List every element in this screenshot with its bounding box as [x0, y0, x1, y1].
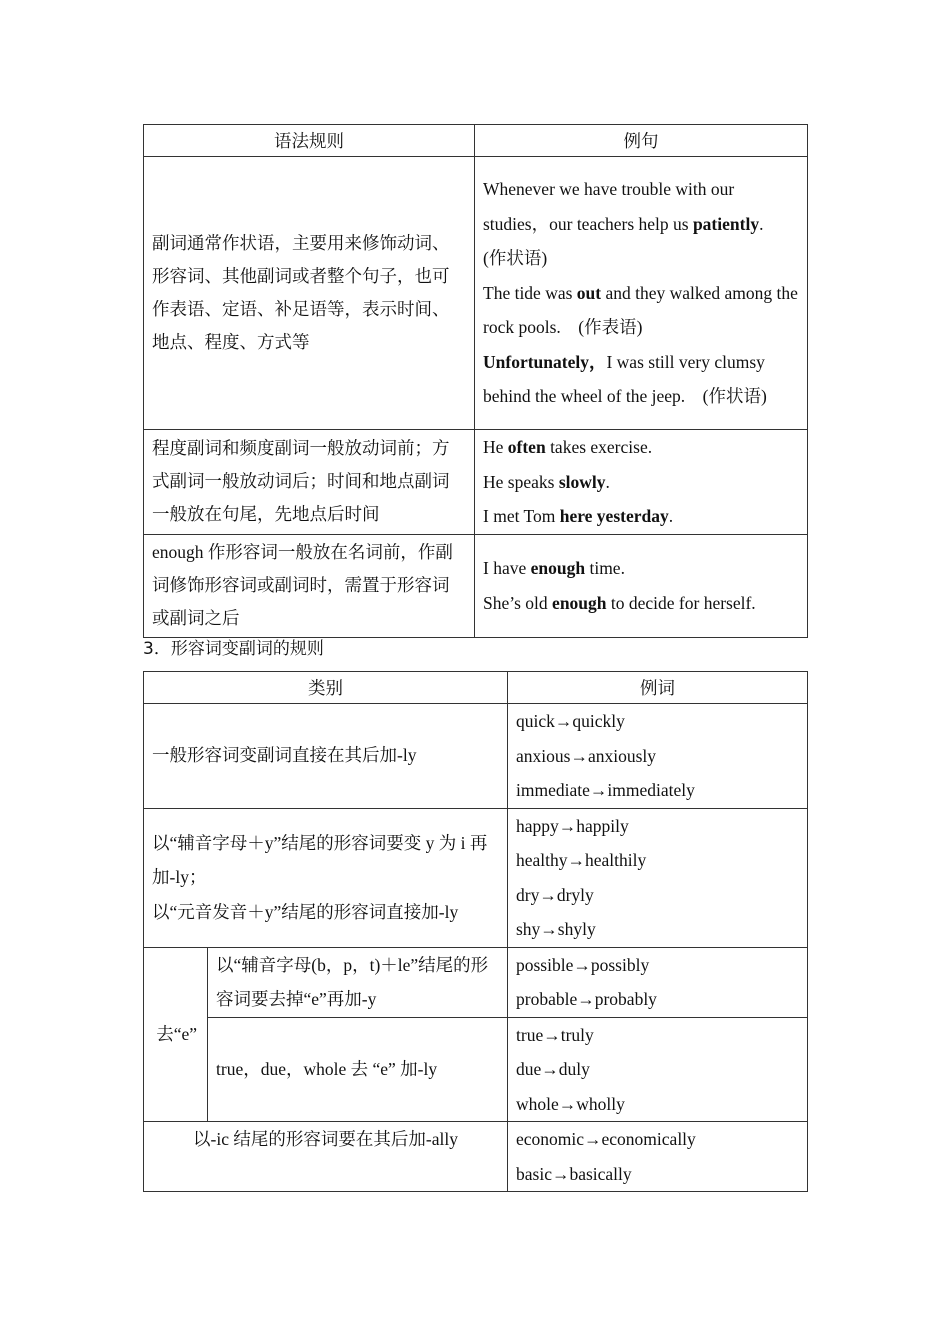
example-word: whole→wholly [516, 1093, 625, 1114]
bold-fragment: often [507, 437, 546, 457]
example-word: true→truly [516, 1024, 594, 1045]
section-heading: 3．形容词变副词的规则 [143, 639, 324, 659]
table-row [144, 1122, 808, 1192]
example-word: quick→quickly [516, 711, 625, 731]
text-fragment: Whenever we have trouble with our studies，our teachers help us [483, 179, 735, 234]
example-word: probable→probably [516, 989, 657, 1009]
example-sentence [483, 345, 799, 414]
text-fragment: . [668, 506, 674, 526]
rule-cell [144, 808, 508, 947]
text-fragment: He speaks [483, 471, 559, 492]
text-fragment: and they walked among the rock pools. (作表语) [483, 282, 798, 338]
example-sentence [483, 172, 799, 276]
rule-line: 以“元音发音＋y”结尾的形容词直接加-ly [152, 901, 459, 922]
table-row [144, 947, 808, 1017]
rule-cell: 副词通常作状语，主要用来修饰动词、形容词、其他副词或者整个句子，也可作表语、定语、补足语等，表示时间、地点、程度、方式等 [144, 157, 475, 430]
adjective-to-adverb-table [143, 671, 808, 1192]
table-header-row [144, 672, 808, 704]
rule-cell: 一般形容词变副词直接在其后加-ly [144, 704, 508, 809]
text-fragment: . [605, 471, 610, 492]
example-word: due→duly [516, 1059, 590, 1079]
text-fragment: . (作状语) [483, 213, 781, 269]
bold-fragment: out [576, 282, 602, 303]
example-words-cell [508, 947, 808, 1017]
header-example-words: 例词 [508, 672, 808, 704]
header-rule: 语法规则 [144, 125, 475, 157]
example-sentence [483, 430, 799, 465]
example-sentence [483, 551, 799, 586]
example-cell [475, 157, 808, 430]
text-fragment: I have [483, 558, 531, 578]
bold-fragment: enough [552, 592, 607, 613]
example-word: possible→possibly [516, 954, 650, 975]
text-fragment: to decide for herself. [606, 592, 756, 613]
rule-cell [144, 1122, 508, 1192]
header-example: 例句 [475, 125, 808, 157]
example-word: dry→dryly [516, 884, 594, 905]
example-cell [475, 430, 808, 535]
example-words-cell [508, 1122, 808, 1192]
bold-fragment: slowly [558, 471, 606, 492]
table-row [144, 1017, 808, 1122]
rule-cell: enough 作形容词一般放在名词前，作副词修饰形容词或副词时，需置于形容词或副词之后 [144, 534, 475, 637]
example-word: healthy→healthily [516, 850, 647, 870]
example-word: shy→shyly [516, 919, 596, 939]
table-row [144, 430, 808, 535]
bold-fragment: patiently [692, 213, 760, 234]
table-header-row [144, 125, 808, 157]
text-fragment: I was still very clumsy behind the wheel of the jeep. (作状语) [483, 351, 767, 407]
table-row [144, 157, 808, 430]
table-row [144, 808, 808, 947]
rule-line: 以“辅音字母＋y”结尾的形容词要变 y 为 i 再加-ly； [152, 832, 488, 888]
rule-cell: 以“辅音字母(b，p，t)＋le”结尾的形容词要去掉“e”再加-y [208, 947, 508, 1017]
example-sentence [483, 465, 799, 500]
text-fragment: She’s old [483, 592, 553, 613]
example-sentence [483, 586, 799, 621]
table-row [144, 534, 808, 637]
example-word: basic→basically [516, 1163, 632, 1184]
text-fragment: I met Tom [483, 506, 560, 526]
grammar-rules-table [143, 124, 808, 638]
example-cell [475, 534, 808, 637]
text-fragment: time. [585, 558, 625, 578]
example-word: immediate→immediately [516, 780, 695, 800]
example-words-cell [508, 808, 808, 947]
rule-cell: 程度副词和频度副词一般放动词前；方式副词一般放动词后；时间和地点副词一般放在句尾，先地点后时间 [144, 430, 475, 535]
header-category: 类别 [144, 672, 508, 704]
bold-fragment: enough [530, 558, 586, 578]
example-word: happy→happily [516, 815, 629, 836]
table-row [144, 704, 808, 809]
example-words-cell [508, 704, 808, 809]
example-sentence [483, 276, 799, 345]
text-fragment: He [483, 437, 508, 457]
example-word: economic→economically [516, 1129, 696, 1149]
group-label-cell [144, 947, 208, 1122]
group-label: 去“e” [156, 1023, 198, 1044]
bold-fragment: Unfortunately， [483, 351, 607, 372]
bold-fragment: here yesterday [559, 506, 669, 526]
example-words-cell [508, 1017, 808, 1122]
text-fragment: The tide was [483, 282, 577, 303]
text-fragment: takes exercise. [545, 437, 653, 457]
example-word: anxious→anxiously [516, 745, 656, 766]
rule-cell: true，due，whole 去 “e” 加-ly [208, 1017, 508, 1122]
rule-text: 以-ic 结尾的形容词要在其后加-ally [193, 1129, 458, 1149]
example-sentence [483, 499, 799, 534]
